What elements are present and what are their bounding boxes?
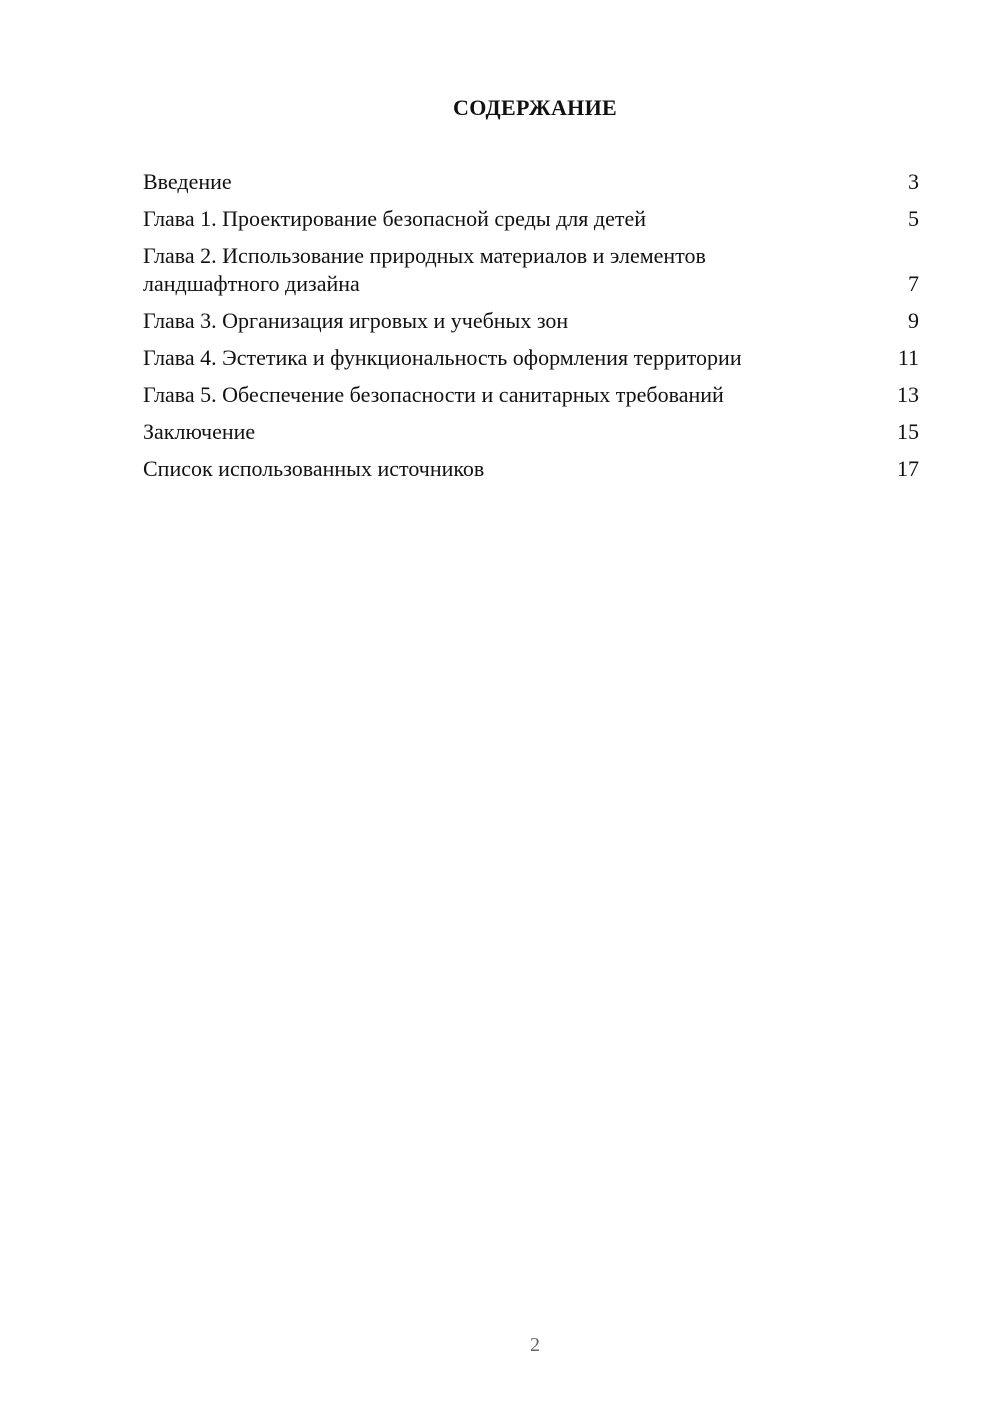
toc-entry-page: 15 bbox=[897, 419, 919, 444]
toc-entry-title: Глава 4. Эстетика и функциональность оформления территории bbox=[143, 345, 742, 370]
toc-entry-page: 9 bbox=[908, 308, 919, 333]
toc-entry-introduction bbox=[143, 168, 919, 196]
toc-entry-page: 3 bbox=[908, 169, 919, 194]
toc-entry-page: 17 bbox=[897, 456, 919, 481]
toc-entry-references bbox=[143, 455, 919, 483]
toc-entry-title: Глава 2. Использование природных материалов и элементов ландшафтного дизайна bbox=[143, 243, 706, 296]
toc-entry-page: 7 bbox=[908, 271, 919, 296]
toc-entry-chapter-3 bbox=[143, 307, 919, 335]
toc-entry-chapter-1 bbox=[143, 205, 919, 233]
toc-entry-conclusion bbox=[143, 418, 919, 446]
toc-entry-title: Глава 5. Обеспечение безопасности и санитарных требований bbox=[143, 382, 724, 407]
toc-entry-page: 11 bbox=[897, 345, 919, 370]
toc-title: СОДЕРЖАНИЕ bbox=[453, 95, 617, 120]
toc-entry-title: Список использованных источников bbox=[143, 456, 485, 481]
page-number: 2 bbox=[530, 1334, 540, 1356]
toc-entry-chapter-5 bbox=[143, 381, 919, 409]
toc-entry-title: Глава 1. Проектирование безопасной среды для детей bbox=[143, 206, 647, 231]
toc-entry-page: 5 bbox=[908, 206, 919, 231]
toc-entry-title: Глава 3. Организация игровых и учебных зон bbox=[143, 308, 569, 333]
toc-entry-chapter-2 bbox=[143, 242, 919, 298]
toc-entry-page: 13 bbox=[897, 382, 919, 407]
toc-entry-title: Заключение bbox=[143, 419, 256, 444]
toc-entry-chapter-4 bbox=[143, 344, 919, 372]
toc-list bbox=[143, 168, 919, 492]
toc-entry-title: Введение bbox=[143, 169, 232, 194]
